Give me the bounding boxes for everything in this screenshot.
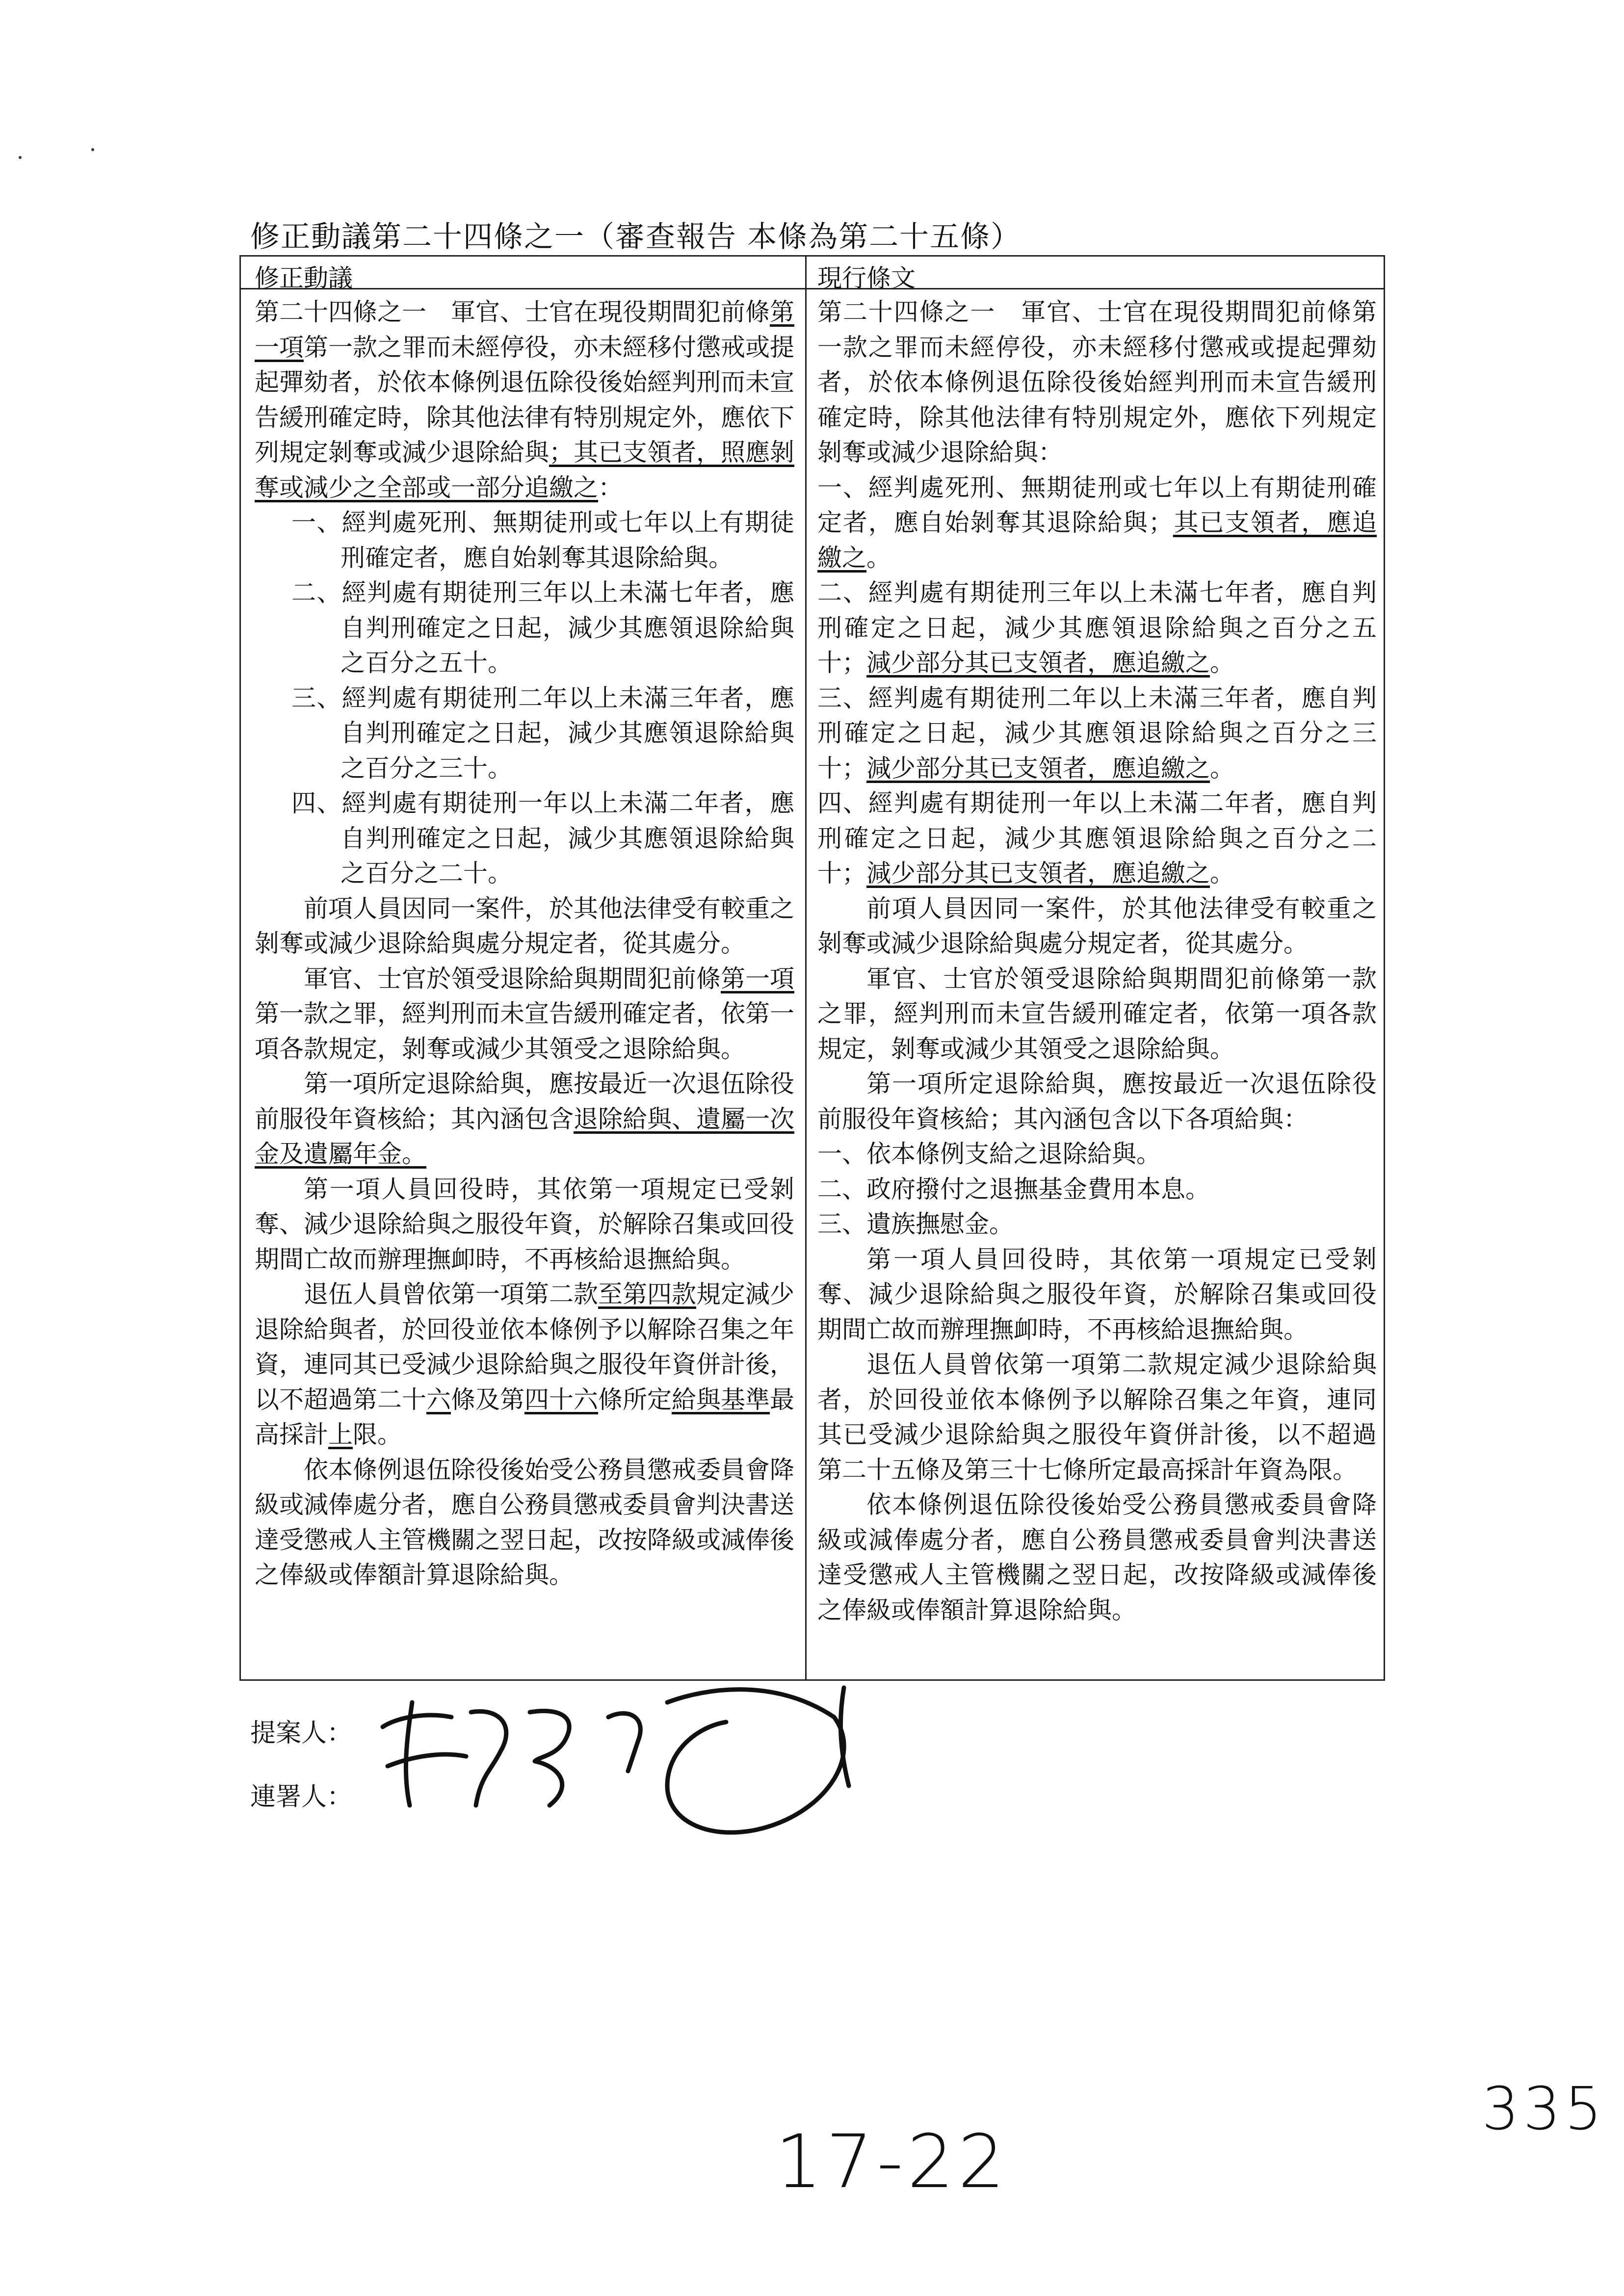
amendment-item-1: 一、經判處死刑、無期徒刑或七年以上有期徒刑確定者，應自始剝奪其退除給與。 (291, 508, 794, 572)
amendment-paragraph-6: 退伍人員曾依第一項第二款至第四款規定減少退除給與者，於回役並依本條例予以解除召集之年資，連同其已受減少退除給與之服役年資併計後，以不超過第二十六條及第四十六條所定給與基準最高採計上限。 (255, 1280, 794, 1449)
current-paragraph-5: 第一項人員回役時，其依第一項規定已受剝奪、減少退除給與之服役年資，於解除召集或回役期間亡故而辦理撫卹時，不再核給退撫給與。 (817, 1245, 1377, 1344)
amendment-paragraph-2: 前項人員因同一案件，於其他法律受有較重之剝奪或減少退除給與處分規定者，從其處分。 (255, 894, 794, 958)
scan-speck (91, 148, 94, 151)
header-current: 現行條文 (817, 264, 916, 292)
amendment-paragraph-3: 軍官、士官於領受退除給與期間犯前條第一項第一款之罪，經判刑而未宣告緩刑確定者，依第一項各款規定，剝奪或減少其領受之退除給與。 (255, 964, 794, 1063)
current-list-item-2: 二、政府撥付之退撫基金費用本息。 (817, 1174, 1210, 1203)
current-list-item-1: 一、依本條例支給之退除給與。 (817, 1140, 1161, 1168)
current-item-2: 二、經判處有期徒刑三年以上未滿七年者，應自判刑確定之日起，減少其應領退除給與之百分之五十；減少部分其已支領者，應追繳之。 (817, 578, 1377, 677)
header-divider (241, 288, 1384, 289)
scan-speck (19, 156, 22, 159)
amendment-item-2: 二、經判處有期徒刑三年以上未滿七年者，應自判刑確定之日起，減少其應領退除給與之百分之五十。 (291, 578, 794, 677)
handwritten-range: 17-22 (775, 2119, 1009, 2205)
document-title: 修正動議第二十四條之一（審查報告 本條為第二十五條） (250, 220, 1022, 254)
current-paragraph-2: 前項人員因同一案件，於其他法律受有較重之剝奪或減少退除給與處分規定者，從其處分。 (817, 894, 1377, 958)
current-paragraph-7: 依本條例退伍除役後始受公務員懲戒委員會降級或減俸處分者，應自公務員懲戒委員會判決書送達受懲戒人主管機關之翌日起，改按降級或減俸後之俸級或俸額計算退除給與。 (817, 1490, 1377, 1624)
amendment-paragraph-4: 第一項所定退除給與，應按最近一次退伍除役前服役年資核給；其內涵包含退除給與、遺屬一次金及遺屬年金。 (255, 1070, 794, 1168)
cosigner-label: 連署人： (250, 1782, 353, 1812)
current-item-4: 四、經判處有期徒刑一年以上未滿二年者，應自判刑確定之日起，減少其應領退除給與之百分之二十；減少部分其已支領者，應追繳之。 (817, 789, 1377, 887)
proposer-label: 提案人： (250, 1719, 353, 1748)
current-column (817, 295, 1377, 1628)
amendment-item-4: 四、經判處有期徒刑一年以上未滿二年者，應自判刑確定之日起，減少其應領退除給與之百分之二十。 (291, 789, 794, 887)
current-paragraph-6: 退伍人員曾依第一項第二款規定減少退除給與者，於回役並依本條例予以解除召集之年資，連同其已受減少退除給與之服役年資併計後，以不超過第二十五條及第三十七條所定最高採計年資為限。 (817, 1350, 1377, 1484)
amendment-paragraph-5: 第一項人員回役時，其依第一項規定已受剝奪、減少退除給與之服役年資，於解除召集或回役期間亡故而辦理撫卹時，不再核給退撫給與。 (255, 1174, 794, 1274)
current-item-3: 三、經判處有期徒刑二年以上未滿三年者，應自判刑確定之日起，減少其應領退除給與之百分之三十；減少部分其已支領者，應追繳之。 (817, 683, 1377, 783)
amendment-paragraph-1: 第二十四條之一 軍官、士官在現役期間犯前條第一項第一款之罪而未經停役，亦未經移付懲戒或提起彈劾者，於依本條例退伍除役後始經判刑而未宣告緩刑確定時，除其他法律有特別規定外，應依下列規定剝奪或減少退除給與；其已支領者，照應剝奪或減少之全部或一部分追繳之： (255, 298, 794, 502)
current-list-item-3: 三、遺族撫慰金。 (817, 1210, 1014, 1238)
current-item-1: 一、經判處死刑、無期徒刑或七年以上有期徒刑確定者，應自始剝奪其退除給與；其已支領者，應追繳之。 (817, 473, 1377, 572)
current-paragraph-4: 第一項所定退除給與，應按最近一次退伍除役前服役年資核給；其內涵包含以下各項給與： (817, 1070, 1377, 1133)
current-paragraph-1: 第二十四條之一 軍官、士官在現役期間犯前條第一款之罪而未經停役，亦未經移付懲戒或提起彈劾者，於依本條例退伍除役後始經判刑而未宣告緩刑確定時，除其他法律有特別規定外，應依下列規定剝奪或減少退除給與： (817, 298, 1377, 467)
amendment-paragraph-7: 依本條例退伍除役後始受公務員懲戒委員會降級或減俸處分者，應自公務員懲戒委員會判決書送達受懲戒人主管機關之翌日起，改按降級或減俸後之俸級或俸額計算退除給與。 (255, 1455, 794, 1589)
handwritten-page-number: 335 (1482, 2075, 1606, 2143)
header-amendment: 修正動議 (255, 264, 353, 292)
current-paragraph-3: 軍官、士官於領受退除給與期間犯前條第一款之罪，經判刑而未宣告緩刑確定者，依第一項各款規定，剝奪或減少其領受之退除給與。 (817, 964, 1377, 1063)
comparison-table (239, 255, 1385, 1681)
column-divider (805, 257, 807, 1679)
handwritten-signature (353, 1658, 893, 1864)
amendment-item-3: 三、經判處有期徒刑二年以上未滿三年者，應自判刑確定之日起，減少其應領退除給與之百分之三十。 (291, 683, 794, 783)
amendment-column (255, 295, 794, 1593)
